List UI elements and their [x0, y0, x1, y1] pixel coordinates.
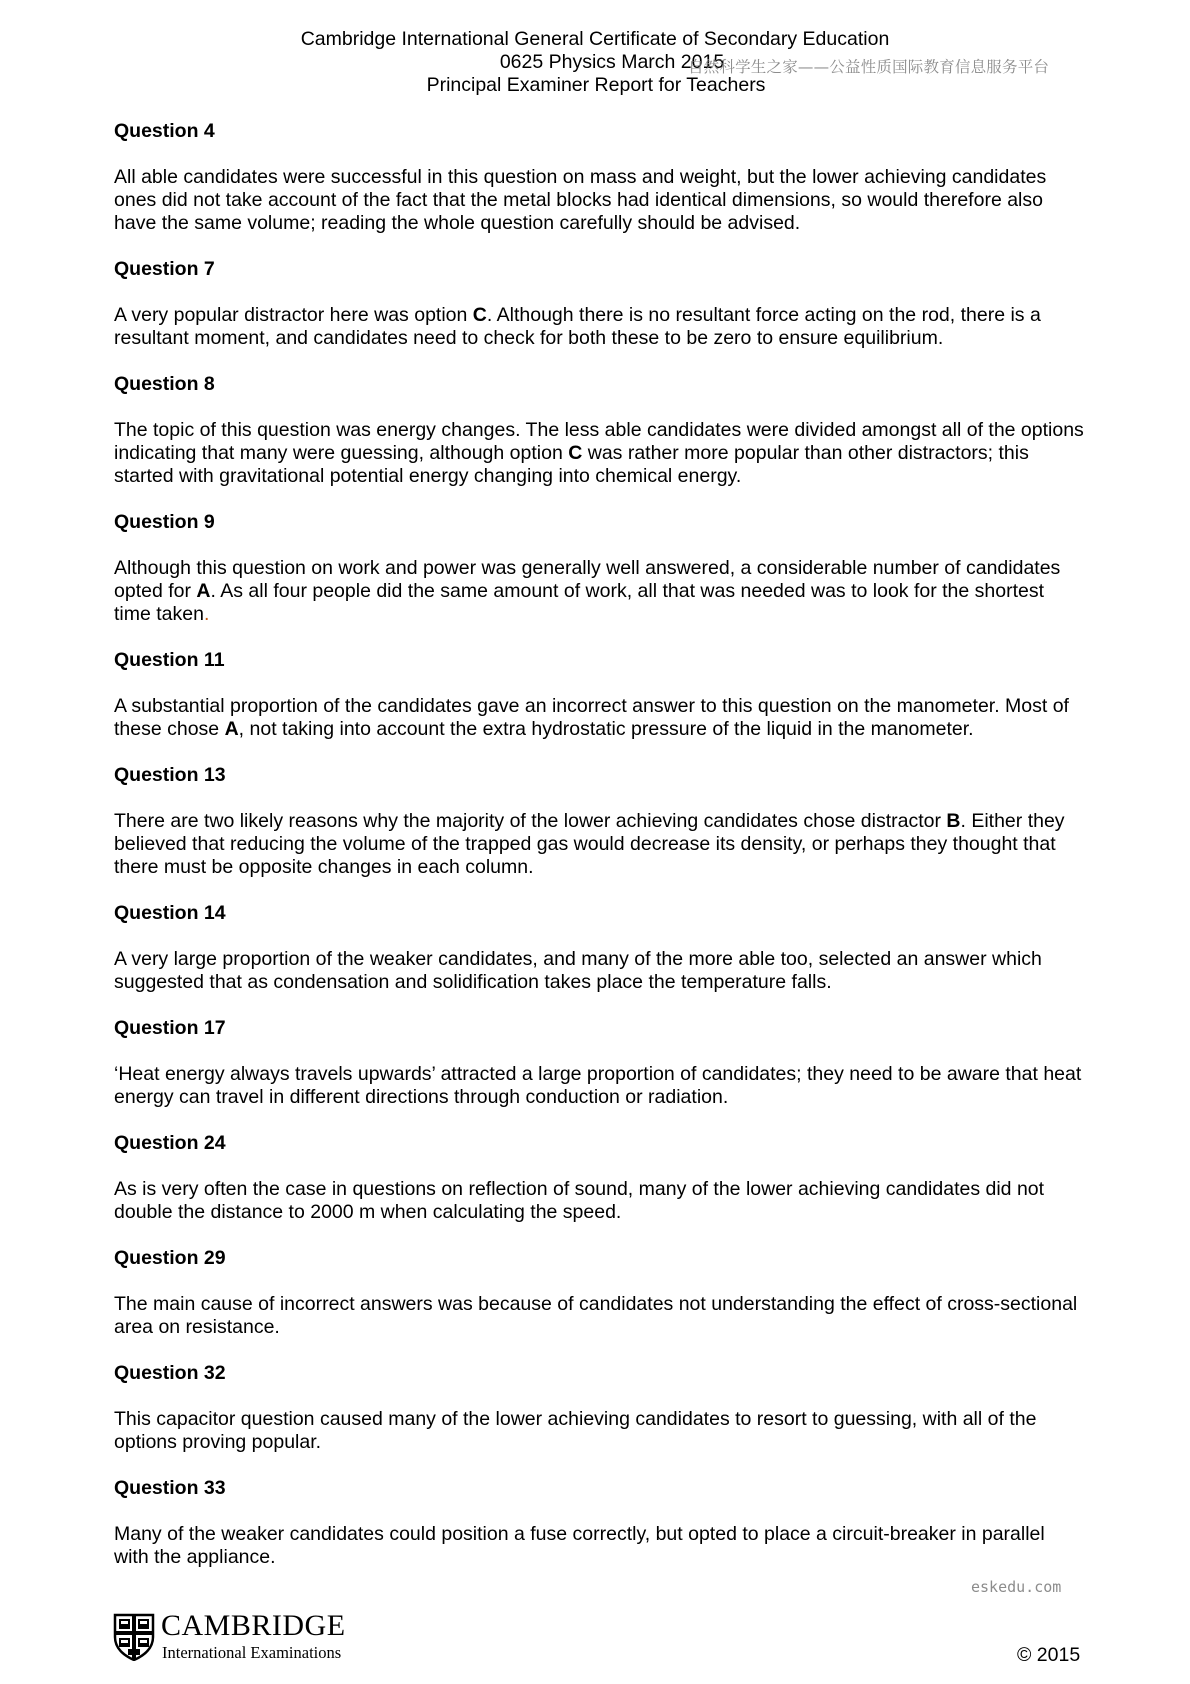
question-title: Question 33 [114, 1477, 226, 1499]
option-letter: C [472, 304, 487, 326]
question-section [114, 1017, 1084, 1109]
question-commentary [114, 1063, 1084, 1109]
question-title: Question 24 [114, 1132, 226, 1154]
commentary-text: . Although there is no resultant force acting on the rod, there is a resultant moment, and candidates need to check for both these to be zero to ensure equilibrium. [114, 304, 1041, 349]
commentary-text: As is very often the case in questions on reflection of sound, many of the lower achieving candidates did not double the distance to 2000 m when calculating the speed. [114, 1178, 1045, 1223]
header-subject: 0625 Physics March 2015 [499, 51, 725, 73]
question-section [114, 511, 1084, 626]
question-section [114, 373, 1084, 488]
question-title: Question 8 [114, 373, 215, 395]
question-title: Question 11 [114, 649, 225, 671]
option-letter: C [568, 442, 583, 464]
question-commentary [114, 1293, 1084, 1339]
header-report-type: Principal Examiner Report for Teachers [426, 74, 766, 96]
question-commentary [114, 1178, 1084, 1224]
question-commentary [114, 419, 1084, 488]
commentary-text: . As all four people did the same amount of work, all that was needed was to look for the shortest time taken [114, 580, 1045, 625]
question-section [114, 1362, 1084, 1454]
option-letter: B [946, 810, 961, 832]
commentary-text: A very large proportion of the weaker candidates, and many of the more able too, selected an answer which suggested that as condensation and solidification takes place the temperature falls. [114, 948, 1042, 993]
top-watermark: 自然科学生之家——公益性质国际教育信息服务平台 [688, 58, 1050, 76]
question-title: Question 17 [114, 1017, 226, 1039]
question-commentary [114, 166, 1084, 235]
question-title: Question 4 [114, 120, 215, 142]
header-title: Cambridge International General Certificate of Secondary Education [300, 28, 890, 50]
commentary-text: . [203, 603, 210, 625]
commentary-text: was rather more popular than other distractors; this started with gravitational potential energy changing into chemical energy. [114, 442, 1029, 487]
question-title: Question 14 [114, 902, 226, 924]
question-commentary [114, 304, 1084, 350]
question-commentary [114, 810, 1084, 879]
commentary-text: , not taking into account the extra hydrostatic pressure of the liquid in the manometer. [238, 718, 974, 740]
question-title: Question 9 [114, 511, 215, 533]
question-section [114, 902, 1084, 994]
commentary-text: . Either they believed that reducing the volume of the trapped gas would decrease its density, or perhaps they thought that there must be opposite changes in each column. [114, 810, 1065, 878]
commentary-text: This capacitor question caused many of the lower achieving candidates to resort to guessing, with all of the options proving popular. [114, 1408, 1037, 1453]
commentary-text: Many of the weaker candidates could position a fuse correctly, but opted to place a circuit-breaker in parallel with the appliance. [114, 1523, 1045, 1568]
copyright-notice: © 2015 [1017, 1644, 1081, 1666]
question-title: Question 29 [114, 1247, 226, 1269]
question-section [114, 1132, 1084, 1224]
question-commentary [114, 1523, 1084, 1569]
commentary-text: All able candidates were successful in this question on mass and weight, but the lower achieving candidates ones did not take account of the fact that the metal blocks had identical dimensions, so would therefore also have the same volume; reading the whole question carefully should be advised. [114, 166, 1047, 234]
commentary-text: A very popular distractor here was option [114, 304, 473, 326]
question-section [114, 649, 1084, 741]
logo-wordmark: CAMBRIDGE [161, 1609, 346, 1642]
shield-icon [113, 1613, 155, 1661]
commentary-text: There are two likely reasons why the majority of the lower achieving candidates chose distractor [114, 810, 947, 832]
commentary-text: ‘Heat energy always travels upwards’ attracted a large proportion of candidates; they need to be aware that heat energy can travel in different directions through conduction or radiation. [114, 1063, 1082, 1108]
option-letter: A [196, 580, 211, 602]
logo-subtitle: International Examinations [162, 1643, 342, 1662]
commentary-text: The topic of this question was energy changes. The less able candidates were divided amongst all of the options indicating that many were guessing, although option [114, 419, 1084, 464]
question-title: Question 7 [114, 258, 215, 280]
question-section [114, 120, 1084, 235]
question-title: Question 32 [114, 1362, 226, 1384]
question-section [114, 764, 1084, 879]
commentary-text: Although this question on work and power was generally well answered, a considerable number of candidates opted for [114, 557, 1061, 602]
question-title: Question 13 [114, 764, 226, 786]
commentary-text: The main cause of incorrect answers was because of candidates not understanding the effect of cross-sectional area on resistance. [114, 1293, 1078, 1338]
question-commentary [114, 695, 1084, 741]
question-commentary [114, 557, 1084, 626]
question-section [114, 258, 1084, 350]
report-body [114, 120, 1084, 1592]
option-letter: A [224, 718, 239, 740]
question-section [114, 1477, 1084, 1569]
question-section [114, 1247, 1084, 1339]
question-commentary [114, 948, 1084, 994]
question-commentary [114, 1408, 1084, 1454]
bottom-watermark: eskedu.com [971, 1578, 1062, 1596]
commentary-text: A substantial proportion of the candidates gave an incorrect answer to this question on the manometer. Most of these chose [114, 695, 1069, 740]
